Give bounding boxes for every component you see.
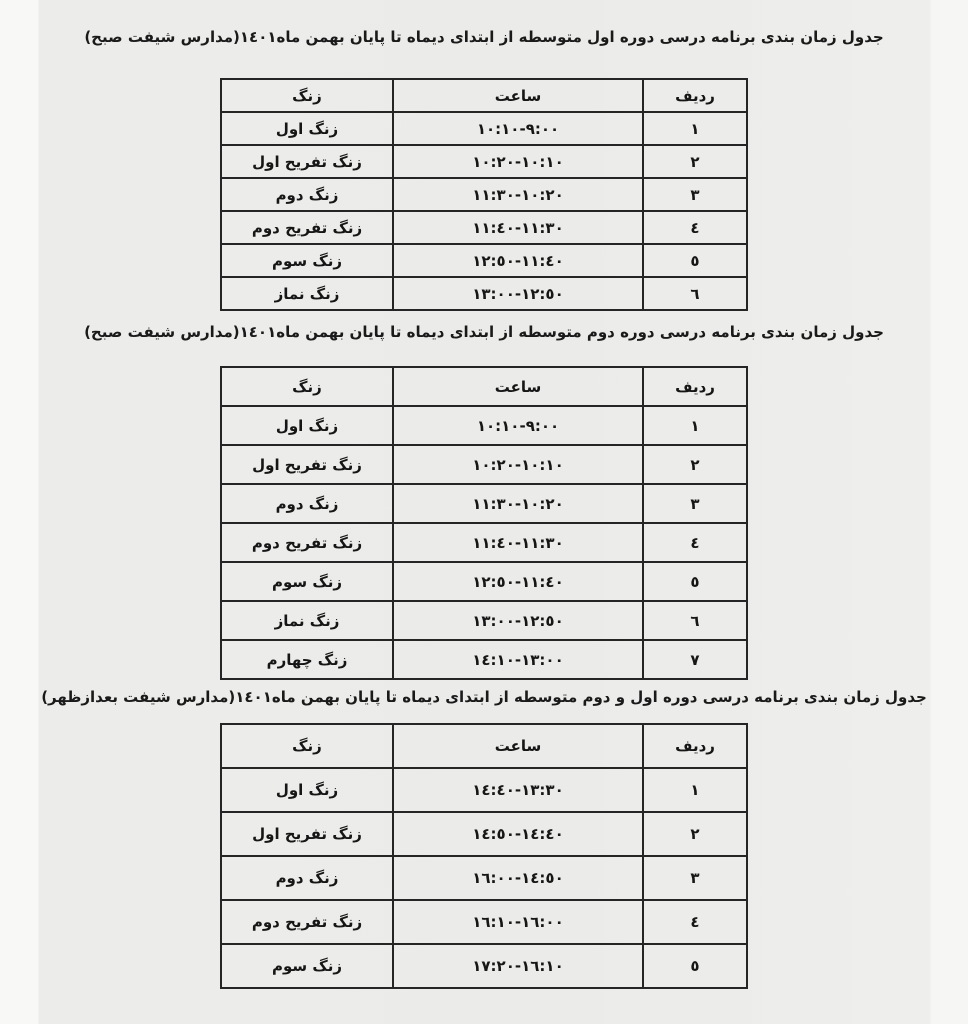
bell-cell: زنگ اول [221,406,393,445]
table-header-row [221,367,747,406]
time-cell: ١١:٣٠-١١:٤٠ [393,523,643,562]
bell-cell: زنگ دوم [221,178,393,211]
bell-cell: زنگ سوم [221,244,393,277]
row-number-cell: ٢ [643,812,747,856]
bell-cell: زنگ تفریح اول [221,445,393,484]
time-cell: ١٠:١٠-١٠:٢٠ [393,445,643,484]
time-cell: ١٢:٥٠-١٣:٠٠ [393,601,643,640]
time-cell: ١٣:٣٠-١٤:٤٠ [393,768,643,812]
time-cell: ١٤:٥٠-١٦:٠٠ [393,856,643,900]
bell-cell: زنگ تفریح دوم [221,900,393,944]
row-number-cell: ٤ [643,211,747,244]
bell-cell: زنگ سوم [221,944,393,988]
table-row [221,812,747,856]
time-cell: ١١:٤٠-١٢:٥٠ [393,244,643,277]
schedule-table-morning-first-period [220,78,748,311]
time-cell: ١٤:٤٠-١٤:٥٠ [393,812,643,856]
time-cell: ١٠:٢٠-١١:٣٠ [393,484,643,523]
time-cell: ١١:٣٠-١١:٤٠ [393,211,643,244]
header-bell: زنگ [221,79,393,112]
table-row [221,484,747,523]
row-number-cell: ٥ [643,944,747,988]
table-row [221,244,747,277]
bell-cell: زنگ تفریح اول [221,812,393,856]
table-title-morning-second-period: جدول زمان بندی برنامه درسی دوره دوم متوسطه از ابتدای دیماه تا پایان بهمن ماه١٤٠١(مدارس شیفت صبح) [84,323,884,341]
table-row [221,445,747,484]
header-bell: زنگ [221,367,393,406]
table-title-afternoon-shift: جدول زمان بندی برنامه درسی دوره اول و دوم متوسطه از ابتدای دیماه تا پایان بهمن ماه١٤٠١(مدارس شیفت بعدازظهر) [41,688,927,706]
header-row-number: ردیف [643,79,747,112]
bell-cell: زنگ نماز [221,277,393,310]
bell-cell: زنگ دوم [221,484,393,523]
time-cell: ١٦:١٠-١٧:٢٠ [393,944,643,988]
table-row [221,523,747,562]
time-cell: ١٣:٠٠-١٤:١٠ [393,640,643,679]
row-number-cell: ١ [643,406,747,445]
time-cell: ١٦:٠٠-١٦:١٠ [393,900,643,944]
table-row [221,178,747,211]
table-header-row [221,724,747,768]
bell-cell: زنگ دوم [221,856,393,900]
header-time: ساعت [393,724,643,768]
time-cell: ١٠:٢٠-١١:٣٠ [393,178,643,211]
row-number-cell: ٤ [643,900,747,944]
table-row [221,211,747,244]
row-number-cell: ٧ [643,640,747,679]
time-cell: ١٢:٥٠-١٣:٠٠ [393,277,643,310]
table-row [221,640,747,679]
table-row [221,112,747,145]
bell-cell: زنگ تفریح دوم [221,211,393,244]
time-cell: ١١:٤٠-١٢:٥٠ [393,562,643,601]
table-header-row [221,79,747,112]
row-number-cell: ٤ [643,523,747,562]
table-row [221,145,747,178]
row-number-cell: ١ [643,768,747,812]
table-row [221,601,747,640]
schedule-table-afternoon-shift [220,723,748,989]
table-row [221,768,747,812]
row-number-cell: ٣ [643,178,747,211]
header-row-number: ردیف [643,367,747,406]
table-title-morning-first-period: جدول زمان بندی برنامه درسی دوره اول متوسطه از ابتدای دیماه تا پایان بهمن ماه١٤٠١(مدارس شیفت صبح) [84,28,884,46]
row-number-cell: ٣ [643,856,747,900]
header-row-number: ردیف [643,724,747,768]
bell-cell: زنگ چهارم [221,640,393,679]
bell-cell: زنگ تفریح دوم [221,523,393,562]
table-row [221,900,747,944]
time-cell: ١٠:١٠-١٠:٢٠ [393,145,643,178]
bell-cell: زنگ اول [221,768,393,812]
header-time: ساعت [393,367,643,406]
row-number-cell: ٦ [643,277,747,310]
row-number-cell: ٣ [643,484,747,523]
table-row [221,406,747,445]
bell-cell: زنگ نماز [221,601,393,640]
row-number-cell: ٥ [643,244,747,277]
table-row [221,562,747,601]
table-row [221,856,747,900]
time-cell: ٩:٠٠-١٠:١٠ [393,406,643,445]
table-row [221,277,747,310]
schedule-table-morning-second-period [220,366,748,680]
bell-cell: زنگ تفریح اول [221,145,393,178]
table-row [221,944,747,988]
header-time: ساعت [393,79,643,112]
row-number-cell: ٢ [643,145,747,178]
time-cell: ٩:٠٠-١٠:١٠ [393,112,643,145]
row-number-cell: ١ [643,112,747,145]
row-number-cell: ٢ [643,445,747,484]
bell-cell: زنگ سوم [221,562,393,601]
bell-cell: زنگ اول [221,112,393,145]
header-bell: زنگ [221,724,393,768]
row-number-cell: ٥ [643,562,747,601]
row-number-cell: ٦ [643,601,747,640]
